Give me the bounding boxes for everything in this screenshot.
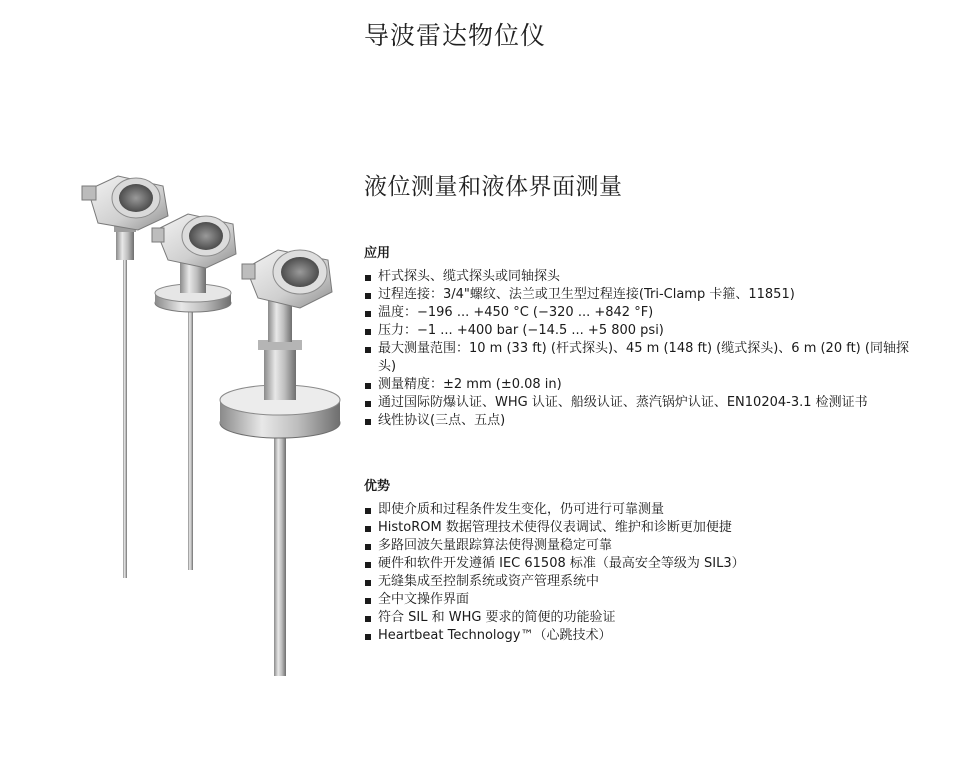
flange-rod-device <box>152 214 236 570</box>
advantages-heading: 优势 <box>364 479 391 494</box>
list-item: 最大测量范围：10 m (33 ft) (杆式探头)、45 m (148 ft) (缆式探头)、6 m (20 ft) (同轴探头) <box>364 340 924 376</box>
list-item: 符合 SIL 和 WHG 要求的简便的功能验证 <box>364 609 924 627</box>
applications-list <box>364 268 924 430</box>
bullet-icon <box>365 616 371 622</box>
advantages-list <box>364 501 924 645</box>
list-item: 无缝集成至控制系统或资产管理系统中 <box>364 573 924 591</box>
bullet-icon <box>365 293 371 299</box>
bullet-icon <box>365 598 371 604</box>
bullet-icon <box>365 562 371 568</box>
list-item: 温度：−196 ... +450 °C (−320 ... +842 °F) <box>364 304 924 322</box>
bullet-icon <box>365 634 371 640</box>
coax-flange-device <box>220 250 340 676</box>
list-item: Heartbeat Technology™（心跳技术） <box>364 627 924 645</box>
bullet-icon <box>365 580 371 586</box>
list-item: 即使介质和过程条件发生变化，仍可进行可靠测量 <box>364 501 924 519</box>
list-item: 压力：−1 ... +400 bar (−14.5 ... +5 800 psi) <box>364 322 924 340</box>
list-item: 硬件和软件开发遵循 IEC 61508 标准（最高安全等级为 SIL3） <box>364 555 924 573</box>
list-item: 测量精度：±2 mm (±0.08 in) <box>364 376 924 394</box>
bullet-icon <box>365 347 371 353</box>
list-item: 线性协议(三点、五点) <box>364 412 924 430</box>
bullet-icon <box>365 544 371 550</box>
applications-section <box>364 245 924 430</box>
bullet-icon <box>365 383 371 389</box>
bullet-icon <box>365 508 371 514</box>
list-item: 杆式探头、缆式探头或同轴探头 <box>364 268 924 286</box>
section-main-heading: 液位测量和液体界面测量 <box>364 174 623 200</box>
product-photo <box>78 168 348 678</box>
advantages-section <box>364 478 924 645</box>
applications-heading: 应用 <box>364 246 391 261</box>
list-item: 通过国际防爆认证、WHG 认证、船级认证、蒸汽锅炉认证、EN10204-3.1 检测证书 <box>364 394 924 412</box>
bullet-icon <box>365 401 371 407</box>
bullet-icon <box>365 419 371 425</box>
document-title: 导波雷达物位仪 <box>364 21 547 50</box>
list-item: 多路回波矢量跟踪算法使得测量稳定可靠 <box>364 537 924 555</box>
bullet-icon <box>365 311 371 317</box>
list-item: 过程连接：3/4"螺纹、法兰或卫生型过程连接(Tri-Clamp 卡箍、11851) <box>364 286 924 304</box>
list-item: HistoROM 数据管理技术使得仪表调试、维护和诊断更加便捷 <box>364 519 924 537</box>
bullet-icon <box>365 329 371 335</box>
bullet-icon <box>365 275 371 281</box>
radar-level-transmitter-photo <box>78 168 348 678</box>
list-item: 全中文操作界面 <box>364 591 924 609</box>
bullet-icon <box>365 526 371 532</box>
